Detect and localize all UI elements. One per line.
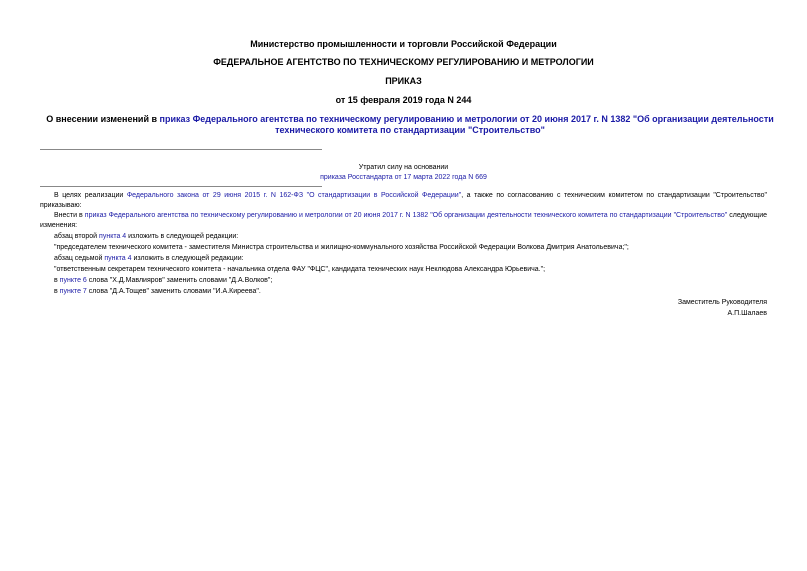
title-order-link[interactable]: приказ Федерального агентства по техническому регулированию и метрологии от 20 июня 2017 г. N 1382 "Об организации деятельности технического комитета по стандартизации "Строительство" [159, 114, 774, 135]
p3-text-b: изложить в следующей редакции: [126, 233, 239, 240]
p1-text-b: , а также по согласованию с техническим комитетом по стандартизации "Строительство" приказываю: [40, 192, 768, 209]
document-title [30, 114, 790, 136]
p1-text-a: В целях реализации [54, 192, 127, 199]
ministry-name: Министерство промышленности и торговли Российской Федерации [250, 39, 557, 49]
title-prefix: О внесении изменений в [46, 114, 160, 124]
item4-link-2[interactable]: пункта 4 [104, 255, 132, 262]
paragraph-item6 [40, 276, 767, 286]
lost-force-order-link[interactable]: приказа Росстандарта от 17 марта 2022 года N 669 [320, 174, 487, 181]
amended-order-link[interactable]: приказ Федерального агентства по техническому регулированию и метрологии от 20 июня 2017 г. N 1382 "Об организации деятельности технического комитета по стандартизации "Строительство" [84, 212, 728, 219]
p2-text-b: следующие изменения: [40, 212, 767, 229]
signatory-position: Заместитель Руководителя [677, 299, 767, 306]
p7-text-a: в [54, 277, 60, 284]
lost-force-link-line [0, 173, 807, 183]
lost-force-note: Утратил силу на основании [358, 164, 449, 171]
p8-text-a: в [54, 288, 60, 295]
divider-bottom [40, 186, 322, 187]
divider-top [40, 149, 322, 150]
p8-text-b: слова "Д.А.Тощев" заменить словами "И.А.Киреева". [86, 288, 261, 295]
p5-text-b: изложить в следующей редакции: [131, 255, 244, 262]
item6-link[interactable]: пункте 6 [59, 277, 87, 284]
signatory-name: А.П.Шалаев [727, 310, 767, 317]
paragraph-item4-seventh [40, 254, 767, 264]
item4-link[interactable]: пункта 4 [99, 233, 127, 240]
p7-text-b: слова "Х.Д.Мавлияров" заменить словами "Д.А.Волков"; [86, 277, 273, 284]
paragraph-item4-second [40, 232, 767, 242]
federal-law-link[interactable]: Федерального закона от 29 июня 2015 г. N 162-ФЗ "О стандартизации в Российской Федерации" [126, 192, 462, 199]
p2-text-a: Внести в [54, 212, 85, 219]
paragraph-secretary: "ответственным секретарем технического комитета - начальника отдела ФАУ "ФЦС", кандидата технических наук Неклюдова Александра Юрьевича."; [54, 266, 546, 273]
document-type: ПРИКАЗ [385, 76, 422, 86]
paragraph-item7 [40, 287, 767, 297]
paragraph-amendments [40, 211, 767, 231]
document-date: от 15 февраля 2019 года N 244 [335, 95, 472, 105]
p5-text-a: абзац седьмой [54, 255, 105, 262]
agency-name: ФЕДЕРАЛЬНОЕ АГЕНТСТВО ПО ТЕХНИЧЕСКОМУ РЕГУЛИРОВАНИЮ И МЕТРОЛОГИИ [213, 57, 594, 67]
p3-text-a: абзац второй [54, 233, 100, 240]
item7-link[interactable]: пункте 7 [59, 288, 87, 295]
paragraph-purpose [40, 191, 767, 211]
paragraph-chairman: "председателем технического комитета - заместителя Министра строительства и жилищно-коммунального хозяйства Российской Федерации Волкова Дмитрия Анатольевича;"; [54, 244, 629, 251]
